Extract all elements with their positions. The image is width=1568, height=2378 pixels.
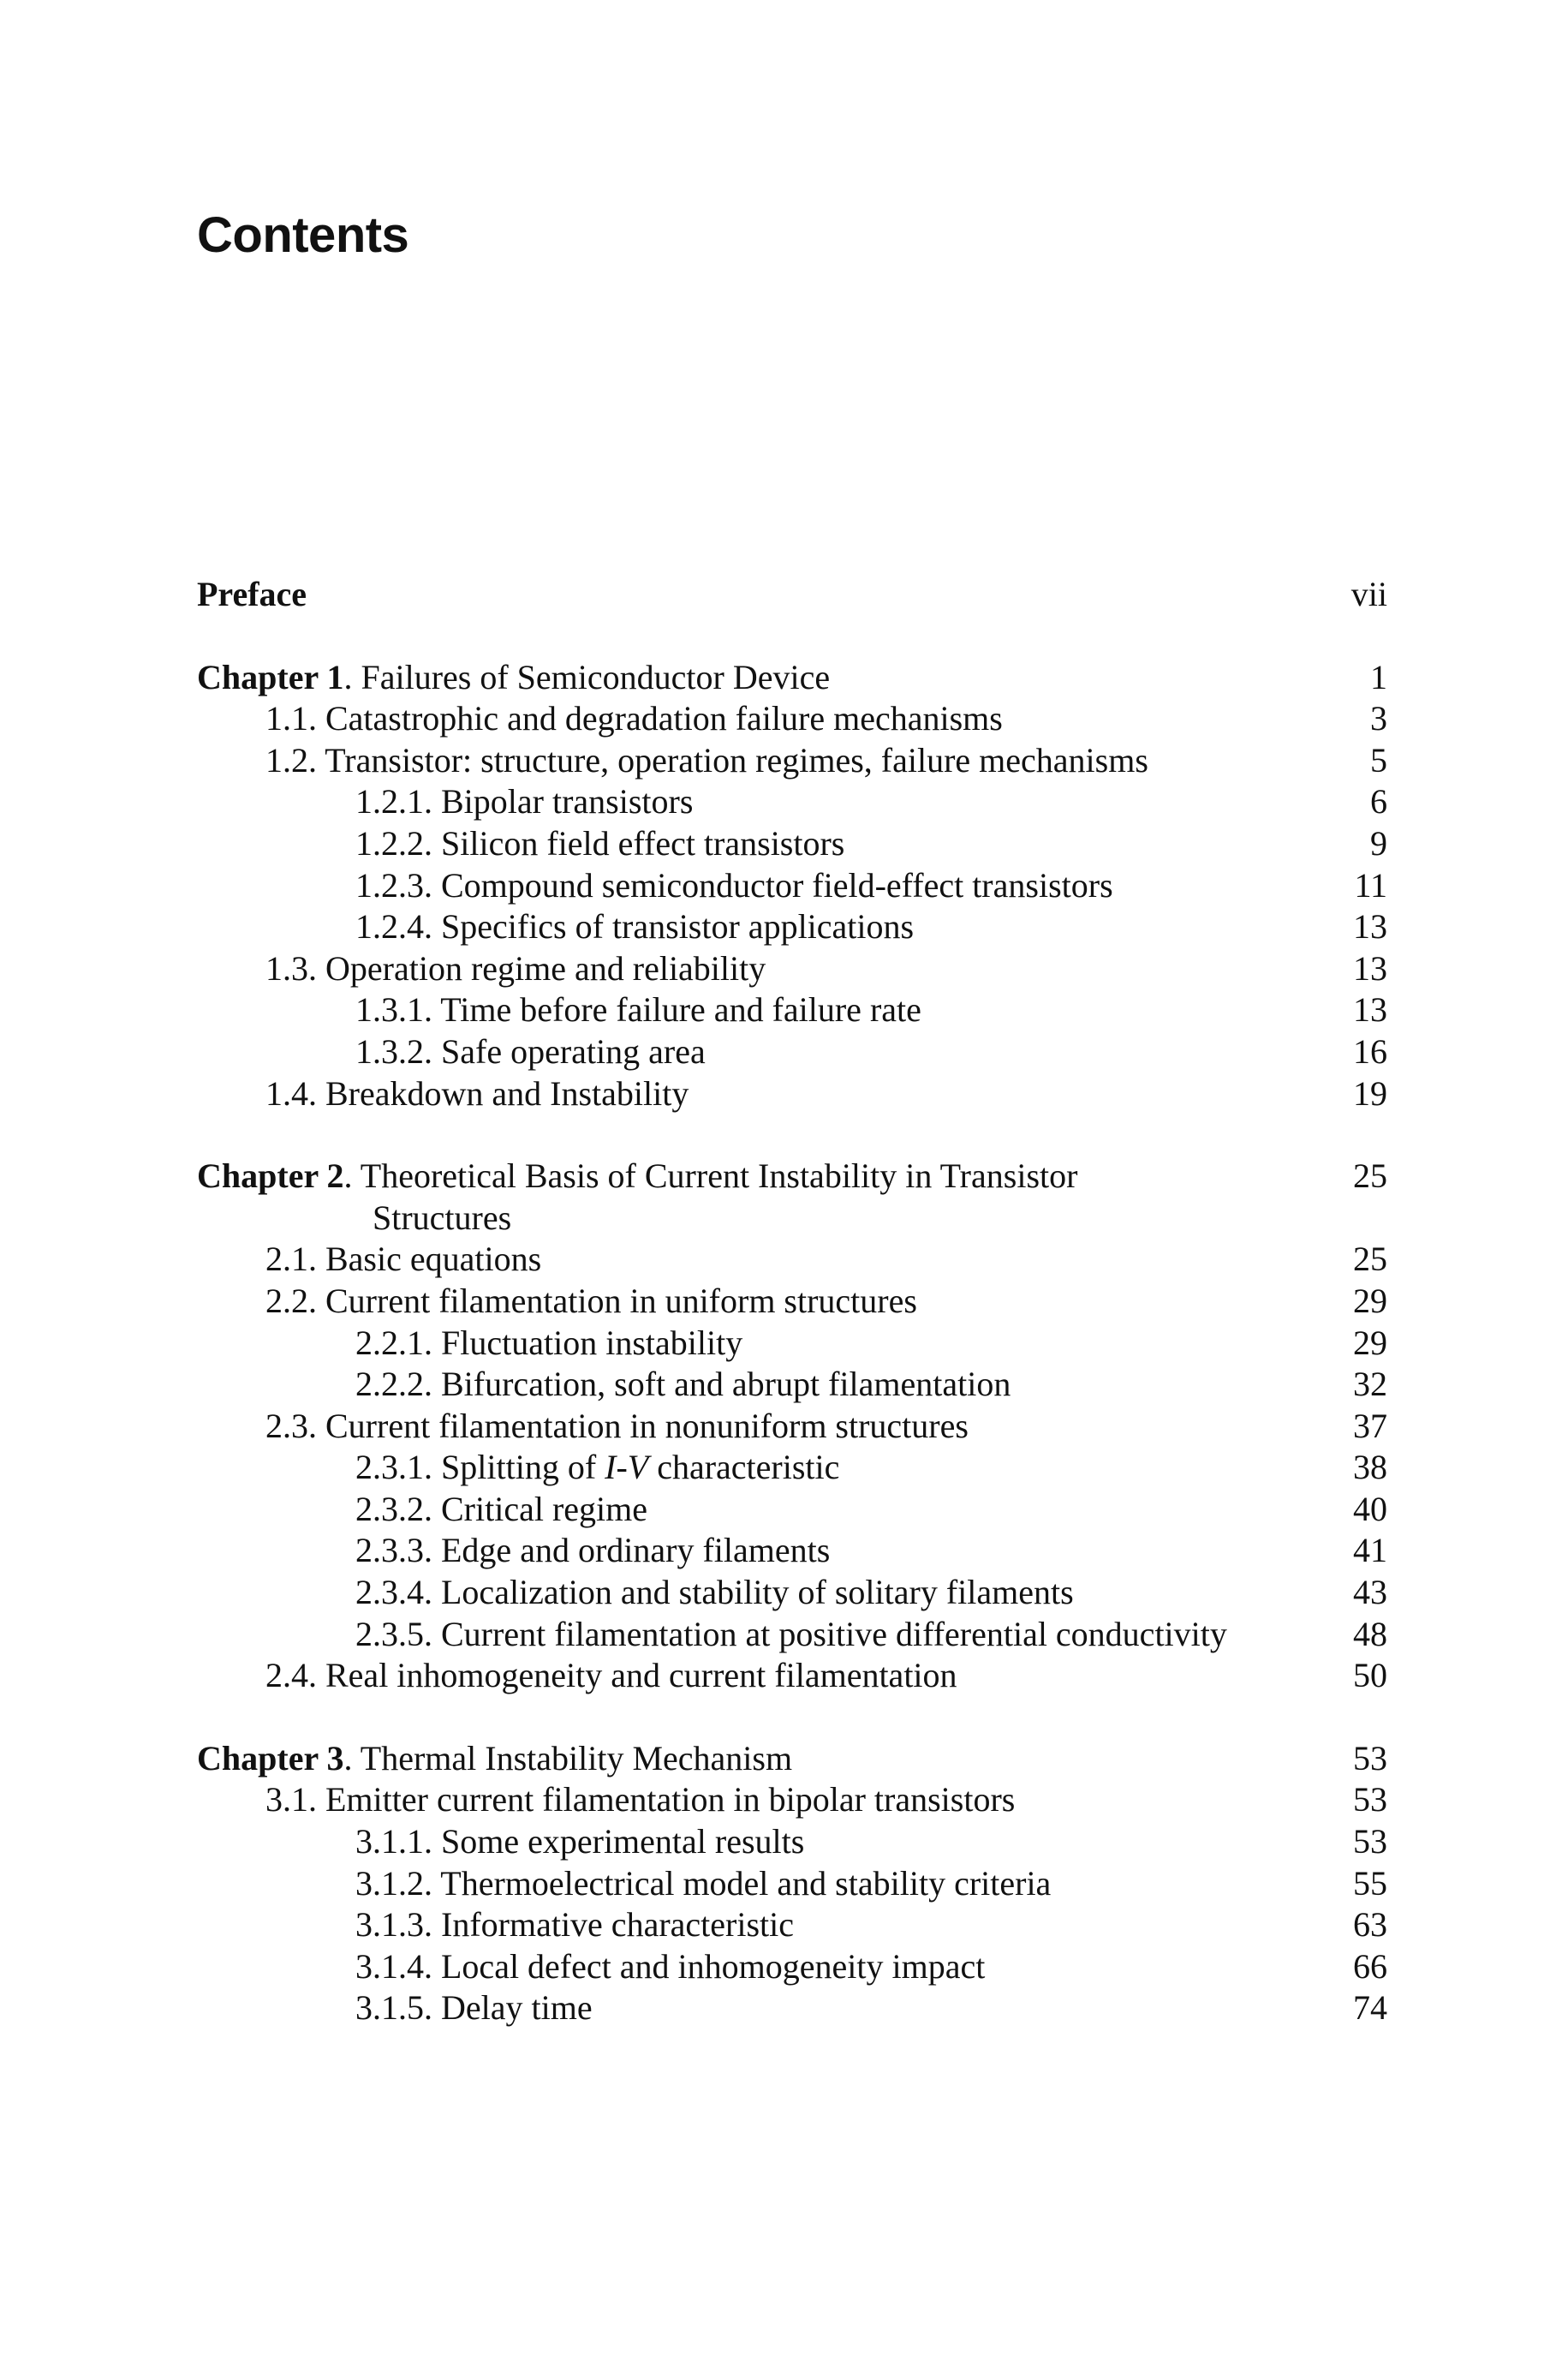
toc-subsection[interactable] [197,1863,1387,1905]
toc-section[interactable] [197,948,1387,990]
chapter-label: Chapter 1 [197,657,344,696]
section-title: 1.4. Breakdown and Instability [265,1073,689,1113]
subsection-title: 3.1.3. Informative characteristic [355,1905,794,1945]
toc-subsection[interactable] [197,1987,1387,2029]
toc-section[interactable] [197,1239,1387,1281]
subsection-title: 2.3.1. Splitting of I-V characteristic [355,1448,840,1487]
chapter-title: . Theoretical Basis of Current Instability in Transistor [343,1156,1078,1196]
page-number: 13 [1353,990,1387,1030]
toc-subsection[interactable] [197,1821,1387,1863]
section-title: 1.2. Transistor: structure, operation regimes, failure mechanisms [265,740,1148,780]
toc-subsection[interactable] [197,1572,1387,1614]
page-number: 13 [1353,948,1387,988]
toc-subsection[interactable] [197,1031,1387,1073]
page-number: 29 [1353,1281,1387,1320]
subsection-title: 1.3.2. Safe operating area [355,1031,706,1071]
chapter-title: . Thermal Instability Mechanism [343,1738,793,1778]
page-number: 6 [1370,782,1387,822]
toc-section[interactable] [197,1281,1387,1323]
toc-section[interactable] [197,1655,1387,1697]
toc-subsection[interactable] [197,1946,1387,1988]
section-title: 2.2. Current filamentation in uniform structures [265,1281,917,1320]
chapter-title: . Failures of Semiconductor Device [343,657,831,696]
subsection-title: 2.2.2. Bifurcation, soft and abrupt filamentation [355,1365,1011,1404]
page-number: 50 [1353,1656,1387,1695]
page-number: 13 [1353,907,1387,947]
page-number: 63 [1353,1905,1387,1945]
chapter-title-continuation: Structures [373,1198,512,1237]
chapter-label: Chapter 2 [197,1156,344,1196]
page-number: vii [1350,575,1387,613]
toc-subsection[interactable] [197,1364,1387,1406]
toc-subsection[interactable] [197,906,1387,948]
toc-chapter-1[interactable] [197,657,1387,699]
toc-section[interactable] [197,1073,1387,1115]
page-number: 16 [1353,1031,1387,1071]
subsection-title: 1.2.1. Bipolar transistors [355,782,694,822]
page-number: 40 [1353,1489,1387,1528]
page-number: 5 [1370,740,1387,780]
toc-section[interactable] [197,698,1387,740]
page-number: 9 [1370,823,1387,863]
subsection-title: 2.3.3. Edge and ordinary filaments [355,1531,831,1570]
page-number: 53 [1353,1822,1387,1861]
section-title: 3.1. Emitter current filamentation in bipolar transistors [265,1780,1016,1819]
toc-subsection[interactable] [197,781,1387,823]
page-number: 53 [1353,1780,1387,1819]
toc-subsection[interactable] [197,1904,1387,1946]
toc-subsection[interactable] [197,1614,1387,1656]
page-number: 43 [1353,1573,1387,1612]
page-number: 29 [1353,1323,1387,1362]
page-number: 41 [1353,1531,1387,1570]
page-number: 1 [1370,657,1387,696]
page-number: 48 [1353,1614,1387,1653]
subsection-title: 3.1.5. Delay time [355,1988,593,2028]
page-number: 37 [1353,1406,1387,1445]
toc-subsection[interactable] [197,823,1387,865]
subsection-title: 2.2.1. Fluctuation instability [355,1323,743,1362]
page-number: 25 [1353,1156,1387,1196]
toc-chapter-3[interactable] [197,1738,1387,1780]
page-title: Contents [197,207,409,263]
preface-label: Preface [197,575,307,613]
page-number: 19 [1353,1073,1387,1113]
page-number: 53 [1353,1738,1387,1778]
page-number: 3 [1370,699,1387,738]
toc-section[interactable] [197,740,1387,782]
page-number: 38 [1353,1448,1387,1487]
section-title: 2.1. Basic equations [265,1240,542,1279]
page-number: 11 [1354,865,1387,905]
toc-section[interactable] [197,1779,1387,1821]
toc-chapter-2[interactable] [197,1156,1387,1239]
section-title: 2.3. Current filamentation in nonuniform structures [265,1406,969,1445]
toc-subsection[interactable] [197,1323,1387,1365]
chapter-label: Chapter 3 [197,1738,344,1778]
subsection-title: 1.3.1. Time before failure and failure rate [355,990,921,1030]
section-title: 1.1. Catastrophic and degradation failure mechanisms [265,699,1003,738]
toc-section[interactable] [197,1406,1387,1448]
page-number: 32 [1353,1365,1387,1404]
page-number: 74 [1353,1988,1387,2028]
toc-subsection[interactable] [197,1489,1387,1531]
subsection-title: 2.3.4. Localization and stability of solitary filaments [355,1573,1074,1612]
page-number: 25 [1353,1240,1387,1279]
subsection-title: 1.2.3. Compound semiconductor field-effect transistors [355,865,1113,905]
subsection-title: 1.2.2. Silicon field effect transistors [355,823,845,863]
table-of-contents [197,574,1387,2029]
subsection-title: 3.1.1. Some experimental results [355,1822,805,1861]
subsection-title: 2.3.2. Critical regime [355,1489,648,1528]
toc-subsection[interactable] [197,1447,1387,1489]
page-number: 66 [1353,1946,1387,1986]
subsection-title: 3.1.4. Local defect and inhomogeneity impact [355,1946,986,1986]
toc-subsection[interactable] [197,1530,1387,1572]
toc-subsection[interactable] [197,989,1387,1031]
subsection-title: 2.3.5. Current filamentation at positive differential conductivity [355,1614,1227,1653]
toc-subsection[interactable] [197,865,1387,907]
page-number: 55 [1353,1863,1387,1903]
toc-preface[interactable] [197,574,1387,616]
subsection-title: 3.1.2. Thermoelectrical model and stability criteria [355,1863,1052,1903]
subsection-title: 1.2.4. Specifics of transistor applications [355,907,915,947]
section-title: 2.4. Real inhomogeneity and current filamentation [265,1656,957,1695]
section-title: 1.3. Operation regime and reliability [265,948,766,988]
